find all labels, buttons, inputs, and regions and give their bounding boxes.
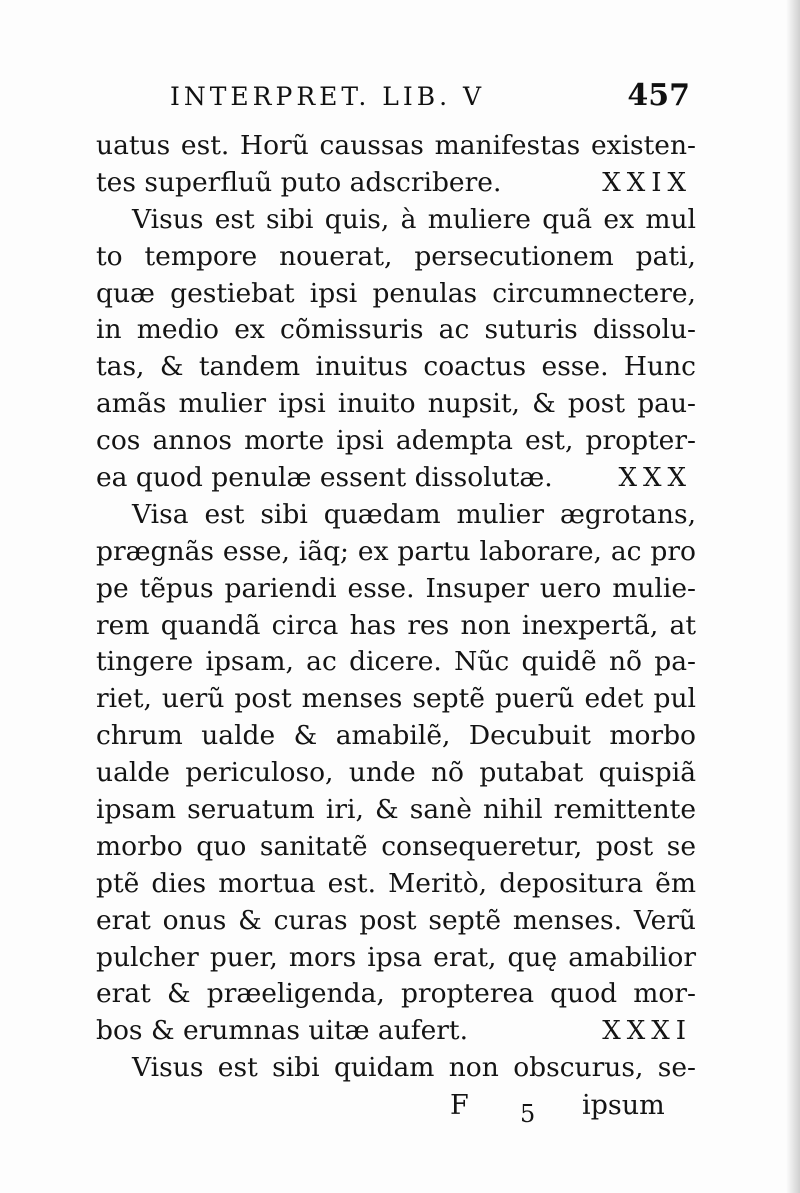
text-line-content: prægnãs esse, iãq; ex partu laborare, ac pro bbox=[96, 535, 696, 567]
text-line bbox=[96, 903, 696, 940]
text-line-content: pulcher puer, mors ipsa erat, quę amabilior bbox=[96, 941, 696, 973]
body-text bbox=[96, 128, 696, 1087]
text-line bbox=[96, 608, 696, 645]
text-line-content: tes superfluũ puto adscribere. bbox=[96, 166, 502, 198]
text-line-content: tas, & tandem inuitus coactus esse. Hunc bbox=[96, 351, 696, 383]
text-line-content: riet, uerũ post menses septẽ puerũ edet pul bbox=[96, 683, 696, 715]
page-number: 457 bbox=[627, 78, 690, 113]
text-line bbox=[96, 128, 696, 165]
text-line bbox=[96, 460, 696, 497]
text-line-content: chrum ualde & amabilẽ, Decubuit morbo bbox=[96, 720, 696, 752]
text-line bbox=[96, 792, 696, 829]
text-line bbox=[96, 165, 696, 202]
running-head bbox=[170, 78, 690, 118]
text-line bbox=[96, 1013, 696, 1050]
text-line bbox=[96, 1050, 696, 1087]
text-line bbox=[96, 386, 696, 423]
text-line-content: amãs mulier ipsi inuito nupsit, & post pau- bbox=[96, 388, 696, 420]
text-line-content: erat & præeligenda, propterea quod mor- bbox=[96, 978, 696, 1010]
page-footer bbox=[0, 1090, 800, 1130]
text-line bbox=[96, 976, 696, 1013]
text-line-content: pe tẽpus pariendi esse. Insuper uero mulie- bbox=[96, 572, 696, 604]
text-line bbox=[96, 349, 696, 386]
section-number: XXXI bbox=[602, 1016, 692, 1047]
text-line bbox=[96, 644, 696, 681]
text-line-content: quæ gestiebat ipsi penulas circumnectere, bbox=[96, 277, 696, 309]
text-line-content: Visus est sibi quis, à muliere quã ex mul bbox=[132, 203, 696, 235]
text-line-content: uatus est. Horũ caussas manifestas existen- bbox=[96, 130, 696, 161]
text-line bbox=[96, 423, 696, 460]
text-line bbox=[96, 276, 696, 313]
signature-number: 5 bbox=[520, 1100, 536, 1128]
text-line-content: ipsam seruatum iri, & sanè nihil remittente bbox=[96, 794, 696, 826]
text-line bbox=[96, 681, 696, 718]
text-line-content: tingere ipsam, ac dicere. Nũc quidẽ nõ pa- bbox=[96, 646, 696, 678]
text-line bbox=[96, 829, 696, 866]
text-line bbox=[96, 312, 696, 349]
text-line-content: rem quandã circa has res non inexpertã, at bbox=[96, 609, 696, 641]
text-line-content: Visa est sibi quædam mulier ægrotans, bbox=[132, 498, 696, 530]
text-line bbox=[96, 202, 696, 239]
text-line bbox=[96, 239, 696, 276]
text-line-content: erat onus & curas post septẽ menses. Verũ bbox=[96, 904, 696, 936]
text-line-content: morbo quo sanitatẽ consequeretur, post se bbox=[96, 830, 696, 862]
text-line bbox=[96, 497, 696, 534]
text-line-content: ptẽ dies mortua est. Meritò, depositura ẽm bbox=[96, 867, 696, 899]
text-line-content: ea quod penulæ essent dissolutæ. bbox=[96, 462, 553, 494]
text-line-content: to tempore nouerat, persecutionem pati, bbox=[96, 240, 696, 272]
section-number: XXX bbox=[618, 463, 692, 494]
text-line bbox=[96, 940, 696, 977]
section-number: XXIX bbox=[602, 167, 692, 198]
text-line-content: in medio ex cõmissuris ac suturis dissolu- bbox=[96, 314, 696, 346]
text-line-content: Visus est sibi quidam non obscurus, se- bbox=[132, 1052, 696, 1084]
catchword: ipsum bbox=[582, 1090, 665, 1121]
text-line bbox=[96, 571, 696, 608]
text-line bbox=[96, 534, 696, 571]
running-head-title: INTERPRET. LIB. V bbox=[170, 82, 486, 111]
text-line-content: cos annos morte ipsi adempta est, propter- bbox=[96, 425, 696, 457]
text-line bbox=[96, 718, 696, 755]
signature-mark: F bbox=[450, 1090, 469, 1121]
text-line-content: bos & erumnas uitæ aufert. bbox=[96, 1015, 469, 1047]
text-line bbox=[96, 755, 696, 792]
text-line-content: ualde periculoso, unde nõ putabat quispiã bbox=[96, 757, 696, 789]
page-edge-shadow bbox=[786, 0, 800, 1193]
text-line bbox=[96, 866, 696, 903]
